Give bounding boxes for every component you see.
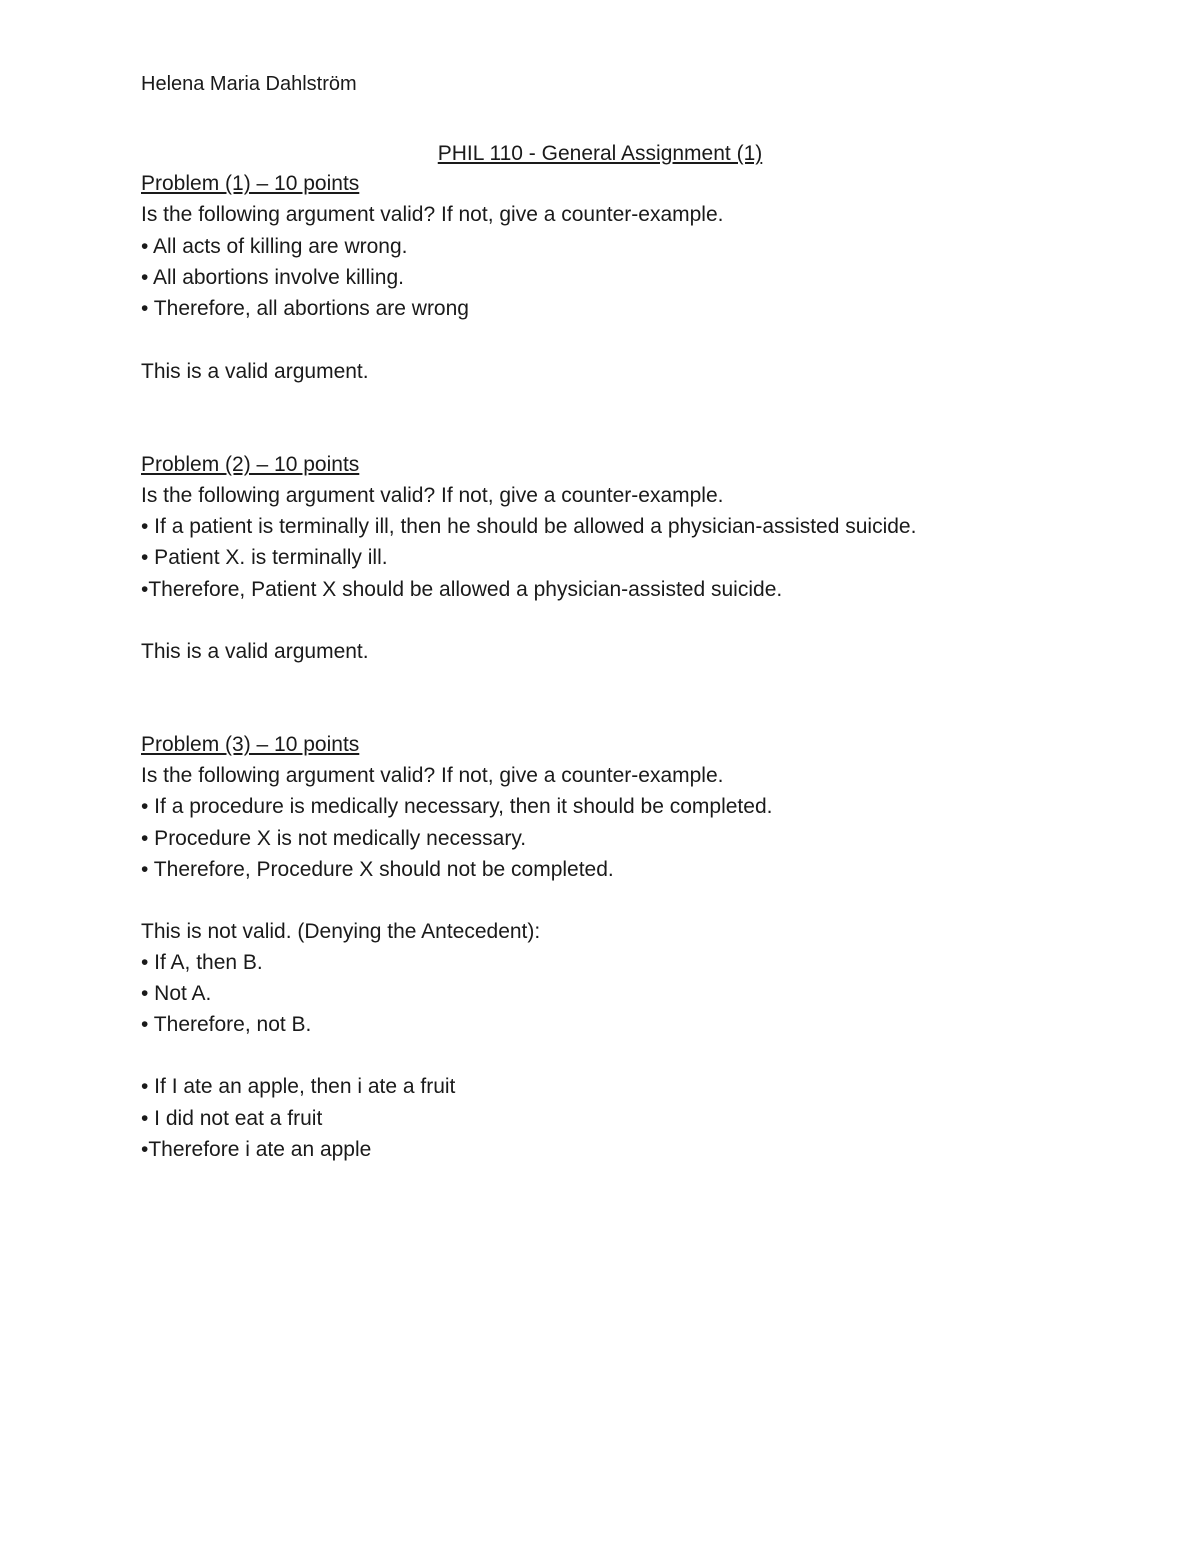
conclusion: •Therefore, Patient X should be allowed a physician-assisted suicide.	[141, 578, 783, 601]
problem-question: Is the following argument valid? If not, give a counter-example.	[141, 764, 724, 787]
premise: • If a procedure is medically necessary, then it should be completed.	[141, 795, 773, 818]
problem-question: Is the following argument valid? If not, give a counter-example.	[141, 484, 724, 507]
problem-answer: This is a valid argument.	[141, 640, 369, 663]
author-name: Helena Maria Dahlström	[141, 73, 357, 95]
problem-heading: Problem (1) – 10 points	[141, 172, 360, 195]
problem-heading: Problem (2) – 10 points	[141, 453, 360, 476]
conclusion: • Therefore, Procedure X should not be completed.	[141, 858, 614, 881]
premise: • All acts of killing are wrong.	[141, 235, 408, 258]
example-line: •Therefore i ate an apple	[141, 1138, 372, 1161]
example-line: • If I ate an apple, then i ate a fruit	[141, 1075, 456, 1098]
problem-question: Is the following argument valid? If not, give a counter-example.	[141, 203, 724, 226]
form-line: • Not A.	[141, 982, 212, 1005]
premise: • If a patient is terminally ill, then he should be allowed a physician-assisted suicide.	[141, 515, 917, 538]
problem-answer: This is not valid. (Denying the Antecedent):	[141, 920, 541, 943]
form-line: • Therefore, not B.	[141, 1013, 312, 1036]
example-line: • I did not eat a fruit	[141, 1107, 323, 1130]
premise: • Patient X. is terminally ill.	[141, 546, 388, 569]
premise: • Procedure X is not medically necessary.	[141, 827, 527, 850]
document-title-text: PHIL 110 - General Assignment (1)	[437, 142, 763, 165]
conclusion: • Therefore, all abortions are wrong	[141, 297, 469, 320]
problem-heading: Problem (3) – 10 points	[141, 733, 360, 756]
premise: • All abortions involve killing.	[141, 266, 404, 289]
form-line: • If A, then B.	[141, 951, 263, 974]
problem-answer: This is a valid argument.	[141, 360, 369, 383]
document-title	[0, 141, 1200, 167]
